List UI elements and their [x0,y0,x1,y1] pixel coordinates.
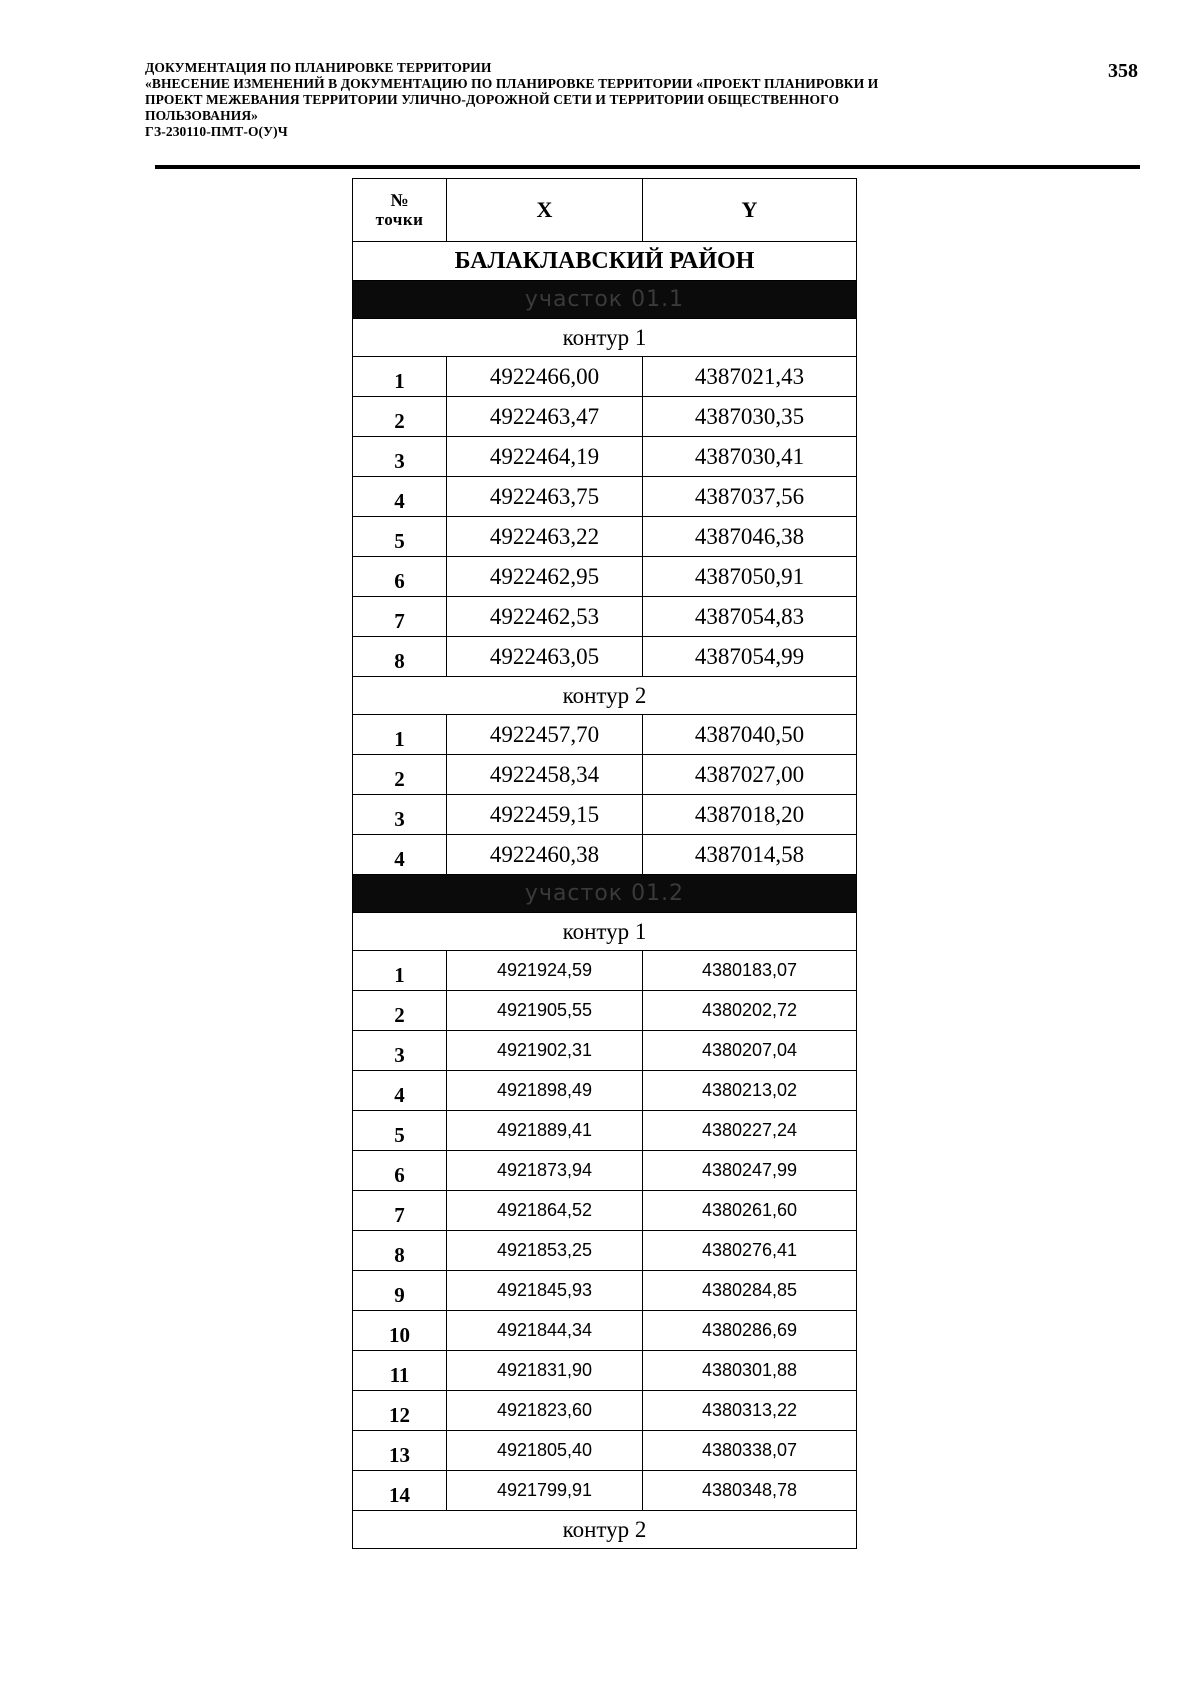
x-column-header: X [447,179,643,242]
y-coordinate-cell: 4380227,24 [643,1111,857,1151]
contour-label-row [353,913,857,951]
point-number-header [353,179,447,242]
table-row [353,715,857,755]
point-number-cell: 14 [353,1471,447,1511]
table-row [353,795,857,835]
point-number-cell: 13 [353,1431,447,1471]
header-line: ДОКУМЕНТАЦИЯ ПО ПЛАНИРОВКЕ ТЕРРИТОРИИ [145,60,492,75]
table-row [353,951,857,991]
plot-label-row [353,875,857,913]
table-row [353,437,857,477]
point-number-cell: 6 [353,557,447,597]
point-number-header-symbol: № [390,190,409,210]
point-number-cell: 2 [353,991,447,1031]
table-row [353,357,857,397]
y-coordinate-cell: 4387054,83 [643,597,857,637]
district-name: БАЛАКЛАВСКИЙ РАЙОН [353,242,857,281]
point-number-cell: 1 [353,951,447,991]
point-number-cell: 6 [353,1151,447,1191]
y-coordinate-cell: 4380202,72 [643,991,857,1031]
x-coordinate-cell: 4922463,05 [447,637,643,677]
contour-label: контур 1 [353,913,857,951]
y-coordinate-cell: 4387046,38 [643,517,857,557]
table-row [353,597,857,637]
x-coordinate-cell: 4922457,70 [447,715,643,755]
table-row [353,1191,857,1231]
y-column-header: Y [643,179,857,242]
plot-label-row [353,281,857,319]
x-coordinate-cell: 4921799,91 [447,1471,643,1511]
x-coordinate-cell: 4922458,34 [447,755,643,795]
contour-label-row [353,319,857,357]
point-number-cell: 2 [353,397,447,437]
y-coordinate-cell: 4387054,99 [643,637,857,677]
table-row [353,835,857,875]
x-coordinate-cell: 4921853,25 [447,1231,643,1271]
point-number-cell: 5 [353,517,447,557]
y-coordinate-cell: 4380338,07 [643,1431,857,1471]
table-row [353,1471,857,1511]
table-row [353,1231,857,1271]
x-coordinate-cell: 4921844,34 [447,1311,643,1351]
x-coordinate-cell: 4922462,95 [447,557,643,597]
x-coordinate-cell: 4922463,75 [447,477,643,517]
point-number-cell: 4 [353,1071,447,1111]
y-coordinate-cell: 4387030,41 [643,437,857,477]
table-row [353,637,857,677]
point-number-cell: 8 [353,1231,447,1271]
document-header [145,60,1045,140]
x-coordinate-cell: 4921823,60 [447,1391,643,1431]
table-row [353,517,857,557]
y-coordinate-cell: 4387050,91 [643,557,857,597]
table-row [353,397,857,437]
page-number: 358 [1108,60,1138,82]
point-number-cell: 5 [353,1111,447,1151]
table-row [353,1311,857,1351]
y-coordinate-cell: 4387030,35 [643,397,857,437]
x-coordinate-cell: 4922463,47 [447,397,643,437]
x-coordinate-cell: 4922466,00 [447,357,643,397]
point-number-cell: 8 [353,637,447,677]
point-number-cell: 4 [353,835,447,875]
plot-label: участок 01.1 [353,281,857,319]
x-coordinate-cell: 4921805,40 [447,1431,643,1471]
contour-label: контур 1 [353,319,857,357]
point-number-cell: 2 [353,755,447,795]
point-number-cell: 7 [353,597,447,637]
header-line: ПОЛЬЗОВАНИЯ» [145,108,259,123]
plot-label: участок 01.2 [353,875,857,913]
table-row [353,1351,857,1391]
y-coordinate-cell: 4380313,22 [643,1391,857,1431]
contour-label-row [353,677,857,715]
y-coordinate-cell: 4387014,58 [643,835,857,875]
x-coordinate-cell: 4921905,55 [447,991,643,1031]
x-coordinate-cell: 4921889,41 [447,1111,643,1151]
x-coordinate-cell: 4921924,59 [447,951,643,991]
point-number-header-label: точки [375,210,424,229]
point-number-cell: 9 [353,1271,447,1311]
table-row [353,1271,857,1311]
x-coordinate-cell: 4922462,53 [447,597,643,637]
y-coordinate-cell: 4380261,60 [643,1191,857,1231]
x-coordinate-cell: 4921831,90 [447,1351,643,1391]
contour-label: контур 2 [353,677,857,715]
y-coordinate-cell: 4387027,00 [643,755,857,795]
table-row [353,1431,857,1471]
y-coordinate-cell: 4387021,43 [643,357,857,397]
y-coordinate-cell: 4380286,69 [643,1311,857,1351]
coordinates-table-body [353,179,857,1549]
point-number-cell: 4 [353,477,447,517]
point-number-cell: 1 [353,357,447,397]
document-code: ГЗ-230110-ПМТ-О(У)Ч [145,124,288,139]
y-coordinate-cell: 4380247,99 [643,1151,857,1191]
x-coordinate-cell: 4921873,94 [447,1151,643,1191]
table-row [353,1111,857,1151]
y-coordinate-cell: 4387018,20 [643,795,857,835]
point-number-cell: 3 [353,795,447,835]
x-coordinate-cell: 4922464,19 [447,437,643,477]
point-number-cell: 1 [353,715,447,755]
y-coordinate-cell: 4380348,78 [643,1471,857,1511]
y-coordinate-cell: 4380213,02 [643,1071,857,1111]
table-row [353,1031,857,1071]
table-row [353,991,857,1031]
header-line: ПРОЕКТ МЕЖЕВАНИЯ ТЕРРИТОРИИ УЛИЧНО-ДОРОЖНОЙ СЕТИ И ТЕРРИТОРИИ ОБЩЕСТВЕННОГО [145,92,840,107]
y-coordinate-cell: 4380183,07 [643,951,857,991]
x-coordinate-cell: 4921864,52 [447,1191,643,1231]
point-number-cell: 7 [353,1191,447,1231]
x-coordinate-cell: 4922460,38 [447,835,643,875]
table-row [353,1151,857,1191]
contour-label: контур 2 [353,1511,857,1549]
x-coordinate-cell: 4921845,93 [447,1271,643,1311]
point-number-cell: 10 [353,1311,447,1351]
x-coordinate-cell: 4921898,49 [447,1071,643,1111]
table-row [353,1071,857,1111]
y-coordinate-cell: 4380284,85 [643,1271,857,1311]
y-coordinate-cell: 4380207,04 [643,1031,857,1071]
header-divider [155,165,1140,169]
point-number-cell: 3 [353,437,447,477]
table-row [353,1391,857,1431]
coordinates-table [352,178,857,1549]
y-coordinate-cell: 4387040,50 [643,715,857,755]
point-number-cell: 3 [353,1031,447,1071]
table-row [353,755,857,795]
header-line: «ВНЕСЕНИЕ ИЗМЕНЕНИЙ В ДОКУМЕНТАЦИЮ ПО ПЛАНИРОВКЕ ТЕРРИТОРИИ «ПРОЕКТ ПЛАНИРОВКИ И [145,76,879,91]
x-coordinate-cell: 4922459,15 [447,795,643,835]
table-row [353,477,857,517]
point-number-cell: 12 [353,1391,447,1431]
x-coordinate-cell: 4922463,22 [447,517,643,557]
point-number-cell: 11 [353,1351,447,1391]
y-coordinate-cell: 4380301,88 [643,1351,857,1391]
x-coordinate-cell: 4921902,31 [447,1031,643,1071]
contour-label-row [353,1511,857,1549]
y-coordinate-cell: 4387037,56 [643,477,857,517]
table-row [353,557,857,597]
y-coordinate-cell: 4380276,41 [643,1231,857,1271]
table-header-row [353,179,857,242]
district-row [353,242,857,281]
